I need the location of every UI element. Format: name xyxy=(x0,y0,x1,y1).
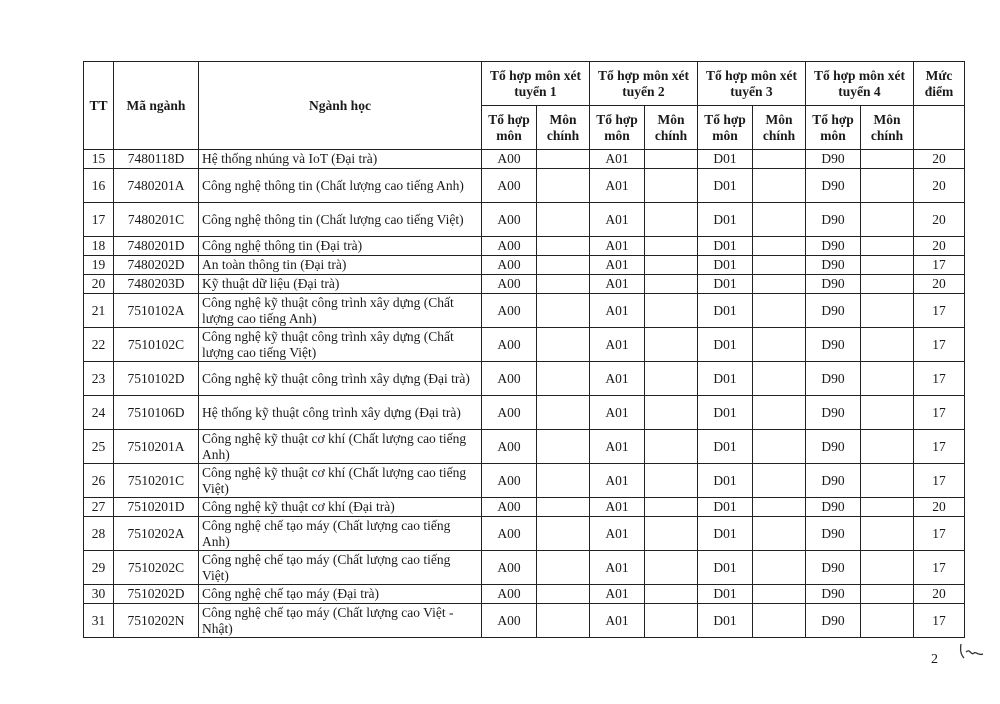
cell-main-subject-1 xyxy=(537,256,590,275)
header-group-1: Tổ hợp môn xét tuyển 1 xyxy=(482,62,590,106)
cell-main-subject-4 xyxy=(861,362,914,396)
cell-main-subject-1 xyxy=(537,517,590,551)
cell-main-subject-1 xyxy=(537,585,590,604)
table-row xyxy=(84,256,965,275)
cell-combo-1: A00 xyxy=(482,498,537,517)
cell-main-subject-2 xyxy=(645,551,698,585)
cell-main-subject-2 xyxy=(645,517,698,551)
cell-major-code: 7480118D xyxy=(114,150,199,169)
cell-combo-1: A00 xyxy=(482,169,537,203)
cell-main-subject-4 xyxy=(861,396,914,430)
cell-tt: 18 xyxy=(84,237,114,256)
cell-combo-3: D01 xyxy=(698,517,753,551)
cell-main-subject-1 xyxy=(537,237,590,256)
admission-score-table xyxy=(83,61,965,638)
cell-combo-1: A00 xyxy=(482,275,537,294)
cell-major-name: Hệ thống kỹ thuật công trình xây dựng (Đại trà) xyxy=(199,396,482,430)
cell-tt: 25 xyxy=(84,430,114,464)
table-row xyxy=(84,362,965,396)
cell-major-code: 7480203D xyxy=(114,275,199,294)
cell-score: 17 xyxy=(914,328,965,362)
cell-major-name: Công nghệ kỹ thuật công trình xây dựng (Chất lượng cao tiếng Anh) xyxy=(199,294,482,328)
cell-combo-4: D90 xyxy=(806,169,861,203)
cell-combo-3: D01 xyxy=(698,150,753,169)
cell-combo-3: D01 xyxy=(698,256,753,275)
cell-combo-4: D90 xyxy=(806,294,861,328)
table-row xyxy=(84,604,965,638)
cell-score: 20 xyxy=(914,585,965,604)
header-group-3: Tổ hợp môn xét tuyển 3 xyxy=(698,62,806,106)
cell-combo-2: A01 xyxy=(590,498,645,517)
cell-major-name: Công nghệ thông tin (Đại trà) xyxy=(199,237,482,256)
cell-main-subject-2 xyxy=(645,498,698,517)
cell-score: 20 xyxy=(914,275,965,294)
cell-combo-3: D01 xyxy=(698,362,753,396)
cell-combo-1: A00 xyxy=(482,237,537,256)
cell-combo-3: D01 xyxy=(698,604,753,638)
cell-major-code: 7480201C xyxy=(114,203,199,237)
cell-main-subject-2 xyxy=(645,362,698,396)
cell-main-subject-3 xyxy=(753,203,806,237)
cell-main-subject-3 xyxy=(753,294,806,328)
cell-combo-3: D01 xyxy=(698,396,753,430)
cell-score: 17 xyxy=(914,430,965,464)
cell-combo-1: A00 xyxy=(482,517,537,551)
cell-combo-4: D90 xyxy=(806,396,861,430)
cell-main-subject-3 xyxy=(753,585,806,604)
cell-tt: 22 xyxy=(84,328,114,362)
cell-major-name: Công nghệ thông tin (Chất lượng cao tiếng Anh) xyxy=(199,169,482,203)
cell-combo-1: A00 xyxy=(482,328,537,362)
cell-main-subject-1 xyxy=(537,464,590,498)
cell-main-subject-1 xyxy=(537,169,590,203)
cell-main-subject-1 xyxy=(537,430,590,464)
header-major-code: Mã ngành xyxy=(114,62,199,150)
cell-major-code: 7510102D xyxy=(114,362,199,396)
cell-major-name: Công nghệ chế tạo máy (Chất lượng cao Việt - Nhật) xyxy=(199,604,482,638)
cell-combo-4: D90 xyxy=(806,517,861,551)
cell-main-subject-2 xyxy=(645,256,698,275)
cell-combo-4: D90 xyxy=(806,203,861,237)
cell-main-subject-2 xyxy=(645,430,698,464)
table-row xyxy=(84,551,965,585)
cell-tt: 15 xyxy=(84,150,114,169)
cell-main-subject-4 xyxy=(861,551,914,585)
cell-major-code: 7510201A xyxy=(114,430,199,464)
subheader-combo: Tổ hợp môn xyxy=(806,106,861,150)
cell-main-subject-3 xyxy=(753,551,806,585)
cell-major-name: Kỹ thuật dữ liệu (Đại trà) xyxy=(199,275,482,294)
header-tt: TT xyxy=(84,62,114,150)
cell-combo-3: D01 xyxy=(698,498,753,517)
subheader-score-blank xyxy=(914,106,965,150)
cell-major-name: Công nghệ kỹ thuật cơ khí (Chất lượng cao tiếng Việt) xyxy=(199,464,482,498)
cell-main-subject-3 xyxy=(753,517,806,551)
cell-score: 17 xyxy=(914,517,965,551)
cell-combo-2: A01 xyxy=(590,328,645,362)
cell-main-subject-4 xyxy=(861,275,914,294)
cell-main-subject-2 xyxy=(645,203,698,237)
cell-major-name: Công nghệ thông tin (Chất lượng cao tiếng Việt) xyxy=(199,203,482,237)
cell-combo-2: A01 xyxy=(590,150,645,169)
cell-score: 20 xyxy=(914,169,965,203)
cell-combo-2: A01 xyxy=(590,237,645,256)
cell-main-subject-4 xyxy=(861,203,914,237)
cell-major-name: Công nghệ chế tạo máy (Chất lượng cao tiếng Việt) xyxy=(199,551,482,585)
cell-combo-1: A00 xyxy=(482,396,537,430)
cell-major-code: 7480201D xyxy=(114,237,199,256)
header-score: Mức điểm xyxy=(914,62,965,106)
cell-main-subject-4 xyxy=(861,517,914,551)
cell-main-subject-3 xyxy=(753,604,806,638)
header-major-name: Ngành học xyxy=(199,62,482,150)
cell-tt: 16 xyxy=(84,169,114,203)
cell-combo-2: A01 xyxy=(590,604,645,638)
cell-score: 17 xyxy=(914,294,965,328)
cell-combo-1: A00 xyxy=(482,604,537,638)
cell-combo-2: A01 xyxy=(590,256,645,275)
table-row xyxy=(84,328,965,362)
cell-main-subject-1 xyxy=(537,498,590,517)
cell-score: 20 xyxy=(914,237,965,256)
cell-main-subject-4 xyxy=(861,498,914,517)
cell-combo-4: D90 xyxy=(806,551,861,585)
cell-combo-4: D90 xyxy=(806,150,861,169)
cell-combo-1: A00 xyxy=(482,150,537,169)
cell-combo-2: A01 xyxy=(590,551,645,585)
cell-score: 17 xyxy=(914,362,965,396)
cell-combo-4: D90 xyxy=(806,430,861,464)
cell-combo-2: A01 xyxy=(590,464,645,498)
cell-combo-3: D01 xyxy=(698,464,753,498)
cell-combo-4: D90 xyxy=(806,237,861,256)
cell-combo-3: D01 xyxy=(698,551,753,585)
cell-main-subject-4 xyxy=(861,464,914,498)
cell-combo-4: D90 xyxy=(806,498,861,517)
cell-main-subject-1 xyxy=(537,362,590,396)
table-row xyxy=(84,294,965,328)
cell-main-subject-4 xyxy=(861,169,914,203)
subheader-combo: Tổ hợp môn xyxy=(482,106,537,150)
cell-main-subject-3 xyxy=(753,275,806,294)
cell-score: 17 xyxy=(914,604,965,638)
cell-main-subject-4 xyxy=(861,328,914,362)
cell-main-subject-3 xyxy=(753,169,806,203)
table-row xyxy=(84,396,965,430)
cell-main-subject-2 xyxy=(645,464,698,498)
cell-main-subject-4 xyxy=(861,256,914,275)
table-row xyxy=(84,275,965,294)
cell-main-subject-3 xyxy=(753,150,806,169)
cell-combo-4: D90 xyxy=(806,256,861,275)
cell-main-subject-1 xyxy=(537,604,590,638)
cell-major-code: 7510201C xyxy=(114,464,199,498)
cell-major-code: 7510102C xyxy=(114,328,199,362)
cell-combo-2: A01 xyxy=(590,430,645,464)
cell-tt: 29 xyxy=(84,551,114,585)
cell-main-subject-4 xyxy=(861,604,914,638)
cell-combo-1: A00 xyxy=(482,203,537,237)
cell-main-subject-4 xyxy=(861,430,914,464)
cell-combo-1: A00 xyxy=(482,551,537,585)
table-row xyxy=(84,169,965,203)
cell-main-subject-2 xyxy=(645,275,698,294)
cell-score: 17 xyxy=(914,396,965,430)
cell-combo-3: D01 xyxy=(698,430,753,464)
cell-combo-3: D01 xyxy=(698,275,753,294)
cell-main-subject-2 xyxy=(645,237,698,256)
subheader-main-subject: Môn chính xyxy=(753,106,806,150)
cell-main-subject-1 xyxy=(537,275,590,294)
cell-combo-3: D01 xyxy=(698,328,753,362)
cell-major-code: 7510202C xyxy=(114,551,199,585)
cell-combo-1: A00 xyxy=(482,585,537,604)
cell-combo-4: D90 xyxy=(806,328,861,362)
cell-main-subject-3 xyxy=(753,362,806,396)
cell-main-subject-1 xyxy=(537,551,590,585)
cell-major-code: 7510202D xyxy=(114,585,199,604)
cell-major-name: Công nghệ kỹ thuật cơ khí (Chất lượng cao tiếng Anh) xyxy=(199,430,482,464)
cell-tt: 23 xyxy=(84,362,114,396)
cell-major-name: An toàn thông tin (Đại trà) xyxy=(199,256,482,275)
cell-combo-2: A01 xyxy=(590,585,645,604)
cell-main-subject-2 xyxy=(645,294,698,328)
cell-main-subject-2 xyxy=(645,150,698,169)
cell-combo-2: A01 xyxy=(590,396,645,430)
cell-main-subject-2 xyxy=(645,585,698,604)
cell-major-code: 7510202N xyxy=(114,604,199,638)
cell-main-subject-2 xyxy=(645,396,698,430)
cell-combo-3: D01 xyxy=(698,237,753,256)
table-row xyxy=(84,237,965,256)
cell-main-subject-3 xyxy=(753,256,806,275)
cell-combo-3: D01 xyxy=(698,169,753,203)
cell-main-subject-3 xyxy=(753,328,806,362)
cell-combo-1: A00 xyxy=(482,256,537,275)
cell-score: 17 xyxy=(914,256,965,275)
cell-main-subject-4 xyxy=(861,294,914,328)
cell-major-name: Hệ thống nhúng và IoT (Đại trà) xyxy=(199,150,482,169)
cell-tt: 28 xyxy=(84,517,114,551)
cell-main-subject-4 xyxy=(861,150,914,169)
cell-combo-4: D90 xyxy=(806,275,861,294)
cell-main-subject-1 xyxy=(537,294,590,328)
cell-main-subject-1 xyxy=(537,150,590,169)
subheader-main-subject: Môn chính xyxy=(537,106,590,150)
cell-tt: 19 xyxy=(84,256,114,275)
table-row xyxy=(84,517,965,551)
cell-combo-2: A01 xyxy=(590,294,645,328)
cell-combo-4: D90 xyxy=(806,604,861,638)
cell-main-subject-2 xyxy=(645,169,698,203)
cell-combo-2: A01 xyxy=(590,203,645,237)
cell-combo-1: A00 xyxy=(482,430,537,464)
cell-combo-4: D90 xyxy=(806,585,861,604)
cell-main-subject-2 xyxy=(645,604,698,638)
cell-major-name: Công nghệ kỹ thuật cơ khí (Đại trà) xyxy=(199,498,482,517)
cell-main-subject-3 xyxy=(753,498,806,517)
cell-combo-2: A01 xyxy=(590,275,645,294)
cell-main-subject-1 xyxy=(537,328,590,362)
cell-major-name: Công nghệ kỹ thuật công trình xây dựng (Đại trà) xyxy=(199,362,482,396)
cell-combo-2: A01 xyxy=(590,362,645,396)
cell-major-code: 7510102A xyxy=(114,294,199,328)
page-number: 2 xyxy=(931,652,938,667)
cell-tt: 31 xyxy=(84,604,114,638)
cell-main-subject-3 xyxy=(753,237,806,256)
cell-major-code: 7510201D xyxy=(114,498,199,517)
cell-combo-1: A00 xyxy=(482,464,537,498)
cell-combo-1: A00 xyxy=(482,362,537,396)
cell-main-subject-1 xyxy=(537,203,590,237)
cell-combo-3: D01 xyxy=(698,203,753,237)
table-row xyxy=(84,464,965,498)
cell-major-code: 7480201A xyxy=(114,169,199,203)
cell-major-name: Công nghệ chế tạo máy (Đại trà) xyxy=(199,585,482,604)
cell-tt: 24 xyxy=(84,396,114,430)
cell-main-subject-3 xyxy=(753,464,806,498)
cell-major-name: Công nghệ chế tạo máy (Chất lượng cao tiếng Anh) xyxy=(199,517,482,551)
header-group-4: Tổ hợp môn xét tuyển 4 xyxy=(806,62,914,106)
cell-score: 20 xyxy=(914,203,965,237)
cell-score: 17 xyxy=(914,551,965,585)
cell-tt: 21 xyxy=(84,294,114,328)
cell-score: 17 xyxy=(914,464,965,498)
cell-combo-3: D01 xyxy=(698,294,753,328)
cell-major-code: 7480202D xyxy=(114,256,199,275)
cell-combo-2: A01 xyxy=(590,517,645,551)
table-row xyxy=(84,430,965,464)
cell-main-subject-4 xyxy=(861,237,914,256)
subheader-main-subject: Môn chính xyxy=(645,106,698,150)
cell-tt: 26 xyxy=(84,464,114,498)
table-row xyxy=(84,203,965,237)
cell-tt: 30 xyxy=(84,585,114,604)
cell-tt: 20 xyxy=(84,275,114,294)
cell-main-subject-2 xyxy=(645,328,698,362)
cell-major-code: 7510106D xyxy=(114,396,199,430)
table-row xyxy=(84,585,965,604)
cell-major-code: 7510202A xyxy=(114,517,199,551)
cell-combo-4: D90 xyxy=(806,362,861,396)
subheader-combo: Tổ hợp môn xyxy=(590,106,645,150)
cell-tt: 27 xyxy=(84,498,114,517)
cell-main-subject-3 xyxy=(753,396,806,430)
cell-combo-4: D90 xyxy=(806,464,861,498)
cell-main-subject-1 xyxy=(537,396,590,430)
header-group-2: Tổ hợp môn xét tuyển 2 xyxy=(590,62,698,106)
table-row xyxy=(84,150,965,169)
cell-tt: 17 xyxy=(84,203,114,237)
subheader-combo: Tổ hợp môn xyxy=(698,106,753,150)
cell-major-name: Công nghệ kỹ thuật công trình xây dựng (Chất lượng cao tiếng Việt) xyxy=(199,328,482,362)
cell-main-subject-4 xyxy=(861,585,914,604)
cell-score: 20 xyxy=(914,498,965,517)
table-row xyxy=(84,498,965,517)
handwritten-initials xyxy=(958,640,986,662)
subheader-main-subject: Môn chính xyxy=(861,106,914,150)
cell-main-subject-3 xyxy=(753,430,806,464)
cell-combo-3: D01 xyxy=(698,585,753,604)
cell-score: 20 xyxy=(914,150,965,169)
cell-combo-1: A00 xyxy=(482,294,537,328)
cell-combo-2: A01 xyxy=(590,169,645,203)
